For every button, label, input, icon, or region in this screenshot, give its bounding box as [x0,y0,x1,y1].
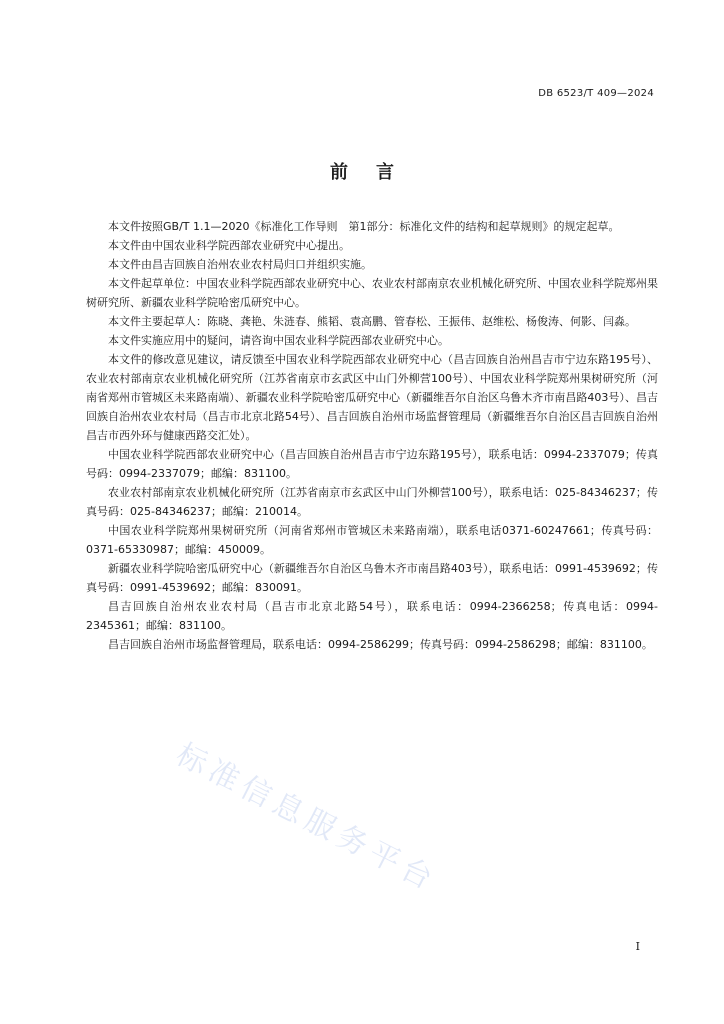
paragraph-administrator: 本文件由昌吉回族自治州农业农村局归口并组织实施。 [108,258,372,271]
paragraph-inquiries: 本文件实施应用中的疑问，请咨询中国农业科学院西部农业研究中心。 [108,334,449,347]
paragraph-feedback: 本文件的修改意见建议，请反馈至中国农业科学院西部农业研究中心（昌吉回族自治州昌吉市宁边东路195号）、农业农村部南京农业机械化研究所（江苏省南京市玄武区中山门外柳营100号）、中国农业科学院郑州果树研究所（河南省郑州市管城区未来路南端）、新疆农业科学院哈密瓜研究中心（新疆维吾尔自治区乌鲁木齐市南昌路403号）、昌吉回族自治州农业农村局（昌吉市北京北路54号）、昌吉回族自治州市场监督管理局（新疆维吾尔自治区昌吉回族自治州昌吉市西外环与健康西路交汇处）。 [86,353,658,442]
paragraph-proposer: 本文件由中国农业科学院西部农业研究中心提出。 [108,239,350,252]
paragraph-drafting-units: 本文件起草单位：中国农业科学院西部农业研究中心、农业农村部南京农业机械化研究所、中国农业科学院郑州果树研究所、新疆农业科学院哈密瓜研究中心。 [86,277,658,309]
page-title: 前言 [330,162,422,183]
watermark: 标准信息服务平台 [170,737,443,900]
contact-changji-agri-bureau: 昌吉回族自治州农业农村局（昌吉市北京北路54号），联系电话：0994-2366258；传真电话：0994-2345361；邮编：831100。 [86,600,658,632]
page-number: I [635,940,640,953]
paragraph-drafters: 本文件主要起草人：陈晓、龚艳、朱涟春、熊韬、袁高鹏、管春松、王振伟、赵维松、杨俊涛、何影、闫淼。 [108,315,636,328]
contact-zhengzhou-fruit: 中国农业科学院郑州果树研究所（河南省郑州市管城区未来路南端），联系电话0371-60247661；传真号码：0371-65330987；邮编：450009。 [86,524,658,556]
contact-western-agri-center: 中国农业科学院西部农业研究中心（昌吉回族自治州昌吉市宁边东路195号），联系电话：0994-2337079；传真号码：0994-2337079；邮编：831100。 [86,448,658,480]
paragraph-drafting-rules: 本文件按照GB/T 1.1—2020《标准化工作导则 第1部分：标准化文件的结构和起草规则》的规定起草。 [108,220,620,233]
foreword-body [86,217,658,654]
contact-nanjing-mechanization: 农业农村部南京农业机械化研究所（江苏省南京市玄武区中山门外柳营100号），联系电话：025-84346237；传真号码：025-84346237；邮编：210014。 [86,486,658,518]
standard-code: DB 6523/T 409—2024 [538,88,654,99]
contact-hami-melon-center: 新疆农业科学院哈密瓜研究中心（新疆维吾尔自治区乌鲁木齐市南昌路403号），联系电话：0991-4539692；传真号码：0991-4539692；邮编：830091。 [86,562,658,594]
contact-changji-market-bureau: 昌吉回族自治州市场监督管理局，联系电话：0994-2586299；传真号码：0994-2586298；邮编：831100。 [108,638,653,651]
